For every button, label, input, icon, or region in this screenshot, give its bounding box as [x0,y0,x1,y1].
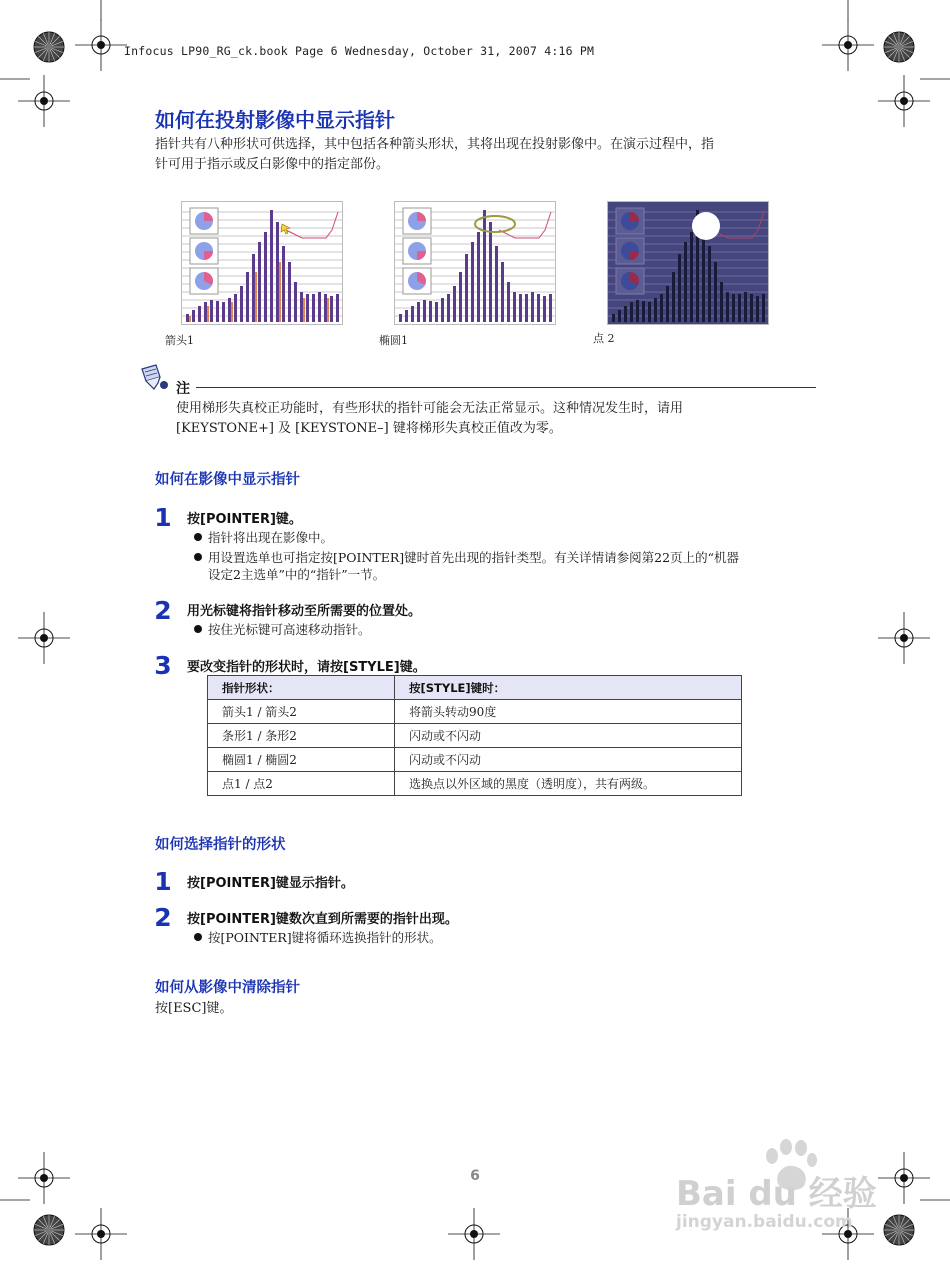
table-cell: 椭圆1 / 椭圆2 [208,748,395,772]
table-row [208,772,742,796]
table-row [208,748,742,772]
step-number: 3 [154,651,172,680]
intro-paragraph [155,135,820,175]
note-line-2: [KEYSTONE+] 及 [KEYSTONE–] 键将梯形失真校正值改为零。 [176,421,562,436]
step-number: 1 [154,867,172,896]
intro-line-2: 针可用于指示或反白影像中的指定部份。 [155,157,390,172]
table-cell: 选换点以外区域的黑度（透明度），共有两级。 [395,772,742,796]
figure-arrow-pointer [181,201,343,325]
intro-line-1: 指针共有八种形状可供选择，其中包括各种箭头形状，其将出现在投射影像中。在演示过程中，指 [155,137,715,152]
page-title: 如何在投射影像中显示指针 [155,108,395,132]
figure-caption-arrow: 箭头1 [165,334,194,347]
table-cell: 点1 / 点2 [208,772,395,796]
step-title: 按[POINTER]键数次直到所需要的指针出现。 [187,912,458,927]
watermark-brand: Bai du 经验 [676,1174,877,1214]
note-label: 注 [176,381,190,397]
note-body [176,399,816,439]
bullet-dot-icon [194,933,202,941]
section-body: 按[ESC]键。 [155,1001,233,1016]
table-cell: 条形1 / 条形2 [208,724,395,748]
step-title: 用光标键将指针移动至所需要的位置处。 [187,604,422,619]
chart-thumbnail-arrow [182,202,342,324]
note-line-1: 使用梯形失真校正功能时，有些形状的指针可能会无法正常显示。这种情况发生时，请用 [176,401,684,416]
bullet-dot-icon [194,625,202,633]
figure-spot-pointer [607,201,769,325]
chart-thumbnail-spot [608,202,768,324]
section-heading-show-pointer: 如何在影像中显示指针 [155,472,300,488]
section-heading-select-shape: 如何选择指针的形状 [155,837,286,853]
step-number: 2 [154,903,172,932]
page-number: 6 [470,1168,480,1184]
figure-ellipse-pointer [394,201,556,325]
print-header: Infocus LP90_RG_ck.book Page 6 Wednesday, October 31, 2007 4:16 PM [124,44,595,58]
table-header-cell: 指针形状： [208,676,395,700]
bullet-item: 用设置选单也可指定按[POINTER]键时首先出现的指针类型。有关详情请参阅第22页上的“机器 设定2主选单”中的“指针”一节。 [208,549,828,583]
watermark-url: jingyan.baidu.com [676,1212,853,1232]
pointer-style-table [207,675,742,796]
bullet-dot-icon [194,553,202,561]
step-title: 按[POINTER]键显示指针。 [187,876,354,891]
step-title: 要改变指针的形状时，请按[STYLE]键。 [187,660,426,675]
bullet-item: 指针将出现在影像中。 [208,529,808,546]
table-row [208,724,742,748]
chart-thumbnail-ellipse [395,202,555,324]
step-number: 1 [154,503,172,532]
step-title: 按[POINTER]键。 [187,512,302,527]
table-cell: 闪动或不闪动 [395,724,742,748]
table-cell: 将箭头转动90度 [395,700,742,724]
table-cell: 箭头1 / 箭头2 [208,700,395,724]
section-heading-clear-pointer: 如何从影像中清除指针 [155,980,300,996]
table-header-row [208,676,742,700]
bullet-item: 按[POINTER]键将循环选换指针的形状。 [208,929,808,946]
watermark [676,1138,906,1242]
table-header-cell: 按[STYLE]键时： [395,676,742,700]
table-cell: 闪动或不闪动 [395,748,742,772]
figure-caption-ellipse: 椭圆1 [379,334,408,347]
bullet-dot-icon [194,533,202,541]
step-number: 2 [154,596,172,625]
note-icon [138,363,174,393]
figure-caption-spot: 点 2 [593,332,615,345]
table-row [208,700,742,724]
bullet-item: 按住光标键可高速移动指针。 [208,621,808,638]
note-divider [196,387,816,388]
